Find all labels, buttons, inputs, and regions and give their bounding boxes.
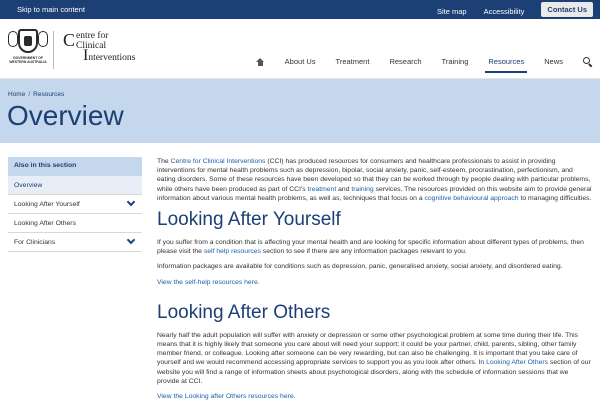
yourself-text-2: section to see if there are any information packages relevant to you. bbox=[260, 248, 467, 256]
self-help-resources-link[interactable]: self help resources bbox=[203, 248, 261, 256]
yourself-paragraph-2: Information packages are available for conditions such as depression, panic, generalised anxiety, social anxiety, and disordered eating. bbox=[157, 263, 563, 271]
contact-us-button[interactable]: Contact Us bbox=[541, 2, 593, 17]
gov-wa-text bbox=[8, 56, 48, 64]
nav-resources[interactable]: Resources bbox=[488, 57, 525, 66]
nav-about-us[interactable]: About Us bbox=[284, 57, 316, 66]
breadcrumb-home[interactable]: Home bbox=[8, 91, 26, 98]
yourself-paragraph-1 bbox=[157, 238, 592, 256]
crest-shield-icon bbox=[18, 29, 38, 53]
main-nav bbox=[256, 57, 592, 66]
main-content bbox=[157, 157, 592, 407]
sidebar-item-overview[interactable] bbox=[8, 176, 142, 195]
crest-left-wing bbox=[8, 31, 18, 47]
heading-looking-after-others: Looking After Others bbox=[157, 301, 331, 323]
home-icon[interactable] bbox=[256, 58, 265, 66]
wa-government-crest-logo[interactable] bbox=[8, 29, 48, 71]
others-paragraph-1 bbox=[157, 331, 592, 386]
crest-right-wing bbox=[38, 31, 48, 47]
sidebar-item-label: Overview bbox=[14, 182, 43, 189]
chevron-down-icon[interactable] bbox=[127, 198, 135, 206]
page-hero bbox=[0, 79, 600, 143]
cci-logo[interactable] bbox=[63, 31, 135, 63]
yourself-text-1: If you suffer from a condition that is affecting your mental health and are looking for specific information about different types of problems, then please visit the bbox=[157, 239, 584, 256]
nav-research[interactable]: Research bbox=[389, 57, 422, 66]
heading-looking-after-yourself: Looking After Yourself bbox=[157, 209, 341, 231]
sidebar-heading: Also in this section bbox=[8, 157, 142, 176]
intro-text-3: and bbox=[336, 185, 352, 193]
sidebar-item-for-clinicians[interactable] bbox=[8, 233, 142, 252]
sidebar-item-label: Looking After Others bbox=[14, 220, 76, 227]
sidebar-item-label: For Clinicians bbox=[14, 239, 56, 246]
logo-line-2: Clinical bbox=[76, 41, 107, 51]
gov-line-1: GOVERNMENT OF bbox=[13, 56, 43, 60]
logo-line-3-text: nterventions bbox=[88, 53, 136, 63]
nav-training[interactable]: Training bbox=[441, 57, 469, 66]
skip-to-content-link[interactable]: Skip to main content bbox=[17, 5, 85, 14]
breadcrumb-resources[interactable]: Resources bbox=[33, 91, 65, 98]
looking-after-others-link[interactable]: Looking After Others bbox=[486, 359, 549, 367]
view-looking-after-others-link[interactable]: View the Looking after Others resources here. bbox=[157, 393, 296, 401]
logo-letter-i: I bbox=[83, 47, 89, 64]
logo-line-3 bbox=[63, 47, 136, 64]
utility-bar bbox=[0, 0, 600, 19]
section-sidebar bbox=[8, 157, 142, 252]
sidebar-item-looking-after-others[interactable] bbox=[8, 214, 142, 233]
sidebar-item-label: Looking After Yourself bbox=[14, 201, 80, 208]
breadcrumb-separator: / bbox=[28, 91, 31, 98]
intro-text-5: to managing difficulties. bbox=[518, 194, 592, 202]
page-title: Overview bbox=[7, 100, 124, 131]
intro-text-4: services. The resources provided on this website aim to provide general information about various mental health problems, as well as, techniques that focus on a bbox=[157, 185, 592, 202]
view-self-help-link[interactable]: View the self-help resources here. bbox=[157, 278, 260, 286]
gov-line-2: WESTERN AUSTRALIA bbox=[9, 60, 47, 64]
logo-letter-c: C bbox=[63, 30, 76, 50]
treatment-link[interactable]: treatment bbox=[307, 185, 337, 193]
search-icon[interactable] bbox=[583, 57, 592, 66]
logo-line-1: entre for bbox=[76, 31, 109, 41]
section-gap bbox=[157, 293, 592, 299]
site-map-link[interactable]: Site map bbox=[436, 6, 467, 16]
nav-treatment[interactable]: Treatment bbox=[335, 57, 370, 66]
others-text-1: Nearly half the adult population will suffer with anxiety or depression or some other psychological problem at some time during their life. This means that it is highly likely that someone you care about will need your support; it could be your partner, child, parents, sibling, other family member friend, or colleague. Looking after someone can be very rewarding, but can also be challenging. It is important that you take care of yourself and we would recommend accessing appropriate services to support you as you look after others. In bbox=[157, 331, 578, 367]
training-link[interactable]: training bbox=[351, 185, 374, 193]
intro-text-1: The bbox=[157, 158, 171, 165]
sidebar-item-looking-after-yourself[interactable] bbox=[8, 195, 142, 214]
cbt-link[interactable]: cognitive behavioural approach bbox=[424, 194, 519, 202]
breadcrumb bbox=[8, 91, 64, 98]
chevron-down-icon[interactable] bbox=[127, 236, 135, 244]
cci-link[interactable]: Centre for Clinical Interventions bbox=[170, 158, 266, 165]
others-text-2: section of our website you will find a range of information sheets about psychological disorders, along with the schedule of information sessions that we provide at CCI. bbox=[157, 359, 591, 385]
site-header bbox=[0, 19, 600, 79]
logo-divider bbox=[53, 31, 54, 69]
accessibility-link[interactable]: Accessibility bbox=[483, 6, 525, 16]
intro-text-2: (CCI) has produced resources for consumers and healthcare professionals to assist in providing interventions for mental health problems such as depression, bipolar, social anxiety, panic, self-esteem, procrastination, perfectionism, and eating disorders. Some of these resources have been developed so that they can be worked through by people dealing with particular problems, while others have been produced as part of CCI's bbox=[157, 158, 591, 193]
nav-news[interactable]: News bbox=[544, 57, 563, 66]
utility-links bbox=[437, 2, 593, 17]
intro-paragraph bbox=[157, 157, 592, 203]
